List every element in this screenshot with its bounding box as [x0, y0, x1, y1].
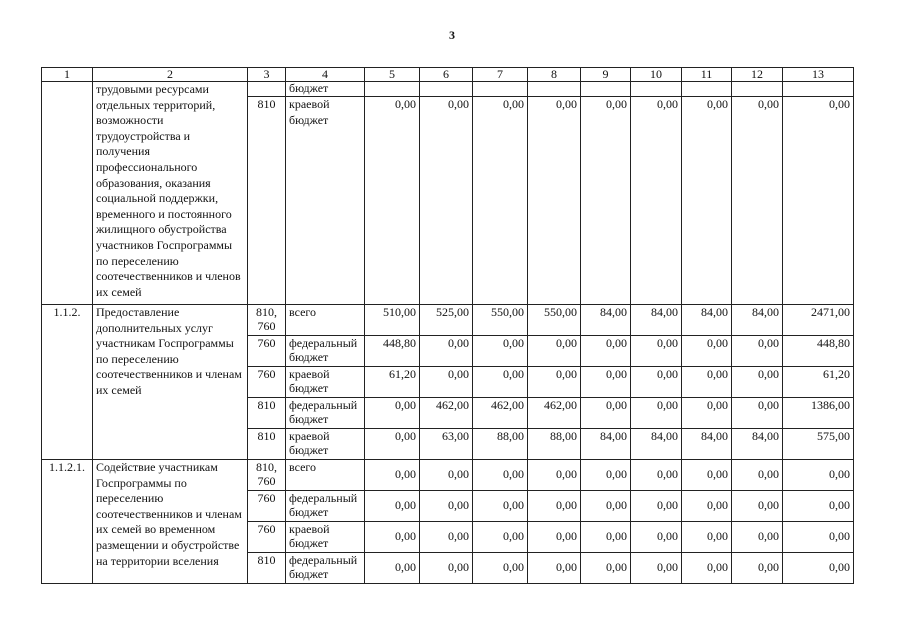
value-cell: 0,00: [682, 336, 732, 367]
value-cell: 0,00: [682, 398, 732, 429]
header-cell: 4: [286, 68, 365, 82]
value-cell: 0,00: [528, 460, 581, 491]
value-cell: 0,00: [631, 97, 682, 305]
code-cell: 810: [248, 553, 286, 584]
value-cell: 0,00: [365, 398, 420, 429]
value-cell: 0,00: [631, 491, 682, 522]
value-cell: 0,00: [581, 491, 631, 522]
value-cell: 0,00: [783, 522, 854, 553]
value-cell: 0,00: [631, 398, 682, 429]
budget-cell: краевой бюджет: [286, 522, 365, 553]
value-cell: 0,00: [732, 553, 783, 584]
value-cell: 0,00: [783, 553, 854, 584]
value-cell: 0,00: [682, 522, 732, 553]
value-cell: 0,00: [783, 491, 854, 522]
value-cell: 0,00: [732, 398, 783, 429]
code-cell: 810: [248, 398, 286, 429]
header-cell: 3: [248, 68, 286, 82]
value-cell: 510,00: [365, 305, 420, 336]
value-cell: 0,00: [528, 336, 581, 367]
code-cell: 760: [248, 522, 286, 553]
code-cell: 810: [248, 97, 286, 305]
value-cell: 88,00: [528, 429, 581, 460]
value-cell: 84,00: [581, 429, 631, 460]
value-cell: 0,00: [420, 460, 473, 491]
value-cell: 61,20: [365, 367, 420, 398]
header-cell: 6: [420, 68, 473, 82]
value-cell: 0,00: [581, 97, 631, 305]
value-cell: 1386,00: [783, 398, 854, 429]
value-cell: 0,00: [581, 367, 631, 398]
value-cell: 550,00: [473, 305, 528, 336]
value-cell: 0,00: [732, 97, 783, 305]
value-cell: 0,00: [473, 97, 528, 305]
value-cell: 0,00: [473, 522, 528, 553]
budget-cell: всего: [286, 305, 365, 336]
value-cell: 0,00: [365, 429, 420, 460]
budget-cell: бюджет: [286, 82, 365, 97]
value-cell: 0,00: [682, 553, 732, 584]
row-number-cell: 1.1.2.: [42, 305, 93, 460]
value-cell: 462,00: [420, 398, 473, 429]
value-cell: 0,00: [732, 460, 783, 491]
value-cell: 0,00: [682, 367, 732, 398]
value-cell: 0,00: [420, 367, 473, 398]
value-cell: 0,00: [631, 460, 682, 491]
measure-name-cell: трудовыми ресурсами отдельных территорий, возможности трудоустройства и получения профессионального образования, оказания социальной поддержки, временного и постоянного жилищного обустройства участников Госпрограммы по переселению соотечественников и членов их семей: [93, 82, 248, 305]
code-cell: 760: [248, 491, 286, 522]
value-cell: 61,20: [783, 367, 854, 398]
measure-name-cell: Содействие участникам Госпрограммы по переселению соотечественников и членам их семей во временном размещении и обустройстве на территории вселения: [93, 460, 248, 584]
header-cell: 5: [365, 68, 420, 82]
value-cell: 0,00: [631, 336, 682, 367]
value-cell: 84,00: [732, 305, 783, 336]
budget-cell: краевой бюджет: [286, 429, 365, 460]
value-cell: 0,00: [783, 97, 854, 305]
header-cell: 8: [528, 68, 581, 82]
value-cell: 84,00: [732, 429, 783, 460]
value-cell: 0,00: [420, 522, 473, 553]
value-cell: 0,00: [365, 460, 420, 491]
value-cell: 0,00: [783, 460, 854, 491]
header-cell: 12: [732, 68, 783, 82]
value-cell: 575,00: [783, 429, 854, 460]
value-cell: 0,00: [631, 367, 682, 398]
value-cell: 0,00: [365, 491, 420, 522]
value-cell: 0,00: [473, 336, 528, 367]
code-cell: 760: [248, 367, 286, 398]
value-cell: 462,00: [528, 398, 581, 429]
header-cell: 1: [42, 68, 93, 82]
value-cell: 0,00: [365, 553, 420, 584]
value-cell: 525,00: [420, 305, 473, 336]
value-cell: 0,00: [682, 460, 732, 491]
value-cell: 0,00: [420, 553, 473, 584]
budget-cell: федеральный бюджет: [286, 491, 365, 522]
code-cell: 810: [248, 429, 286, 460]
row-number-cell: 1.1.2.1.: [42, 460, 93, 584]
value-cell: 0,00: [420, 491, 473, 522]
value-cell: 462,00: [473, 398, 528, 429]
value-cell: 0,00: [528, 553, 581, 584]
code-cell: 810, 760: [248, 460, 286, 491]
value-cell: 0,00: [528, 522, 581, 553]
value-cell: 448,80: [365, 336, 420, 367]
budget-cell: краевой бюджет: [286, 97, 365, 305]
value-cell: 0,00: [581, 553, 631, 584]
header-cell: 7: [473, 68, 528, 82]
budget-cell: федеральный бюджет: [286, 336, 365, 367]
value-cell: 84,00: [581, 305, 631, 336]
value-cell: 0,00: [528, 491, 581, 522]
value-cell: 0,00: [732, 336, 783, 367]
value-cell: 84,00: [682, 429, 732, 460]
header-cell: 11: [682, 68, 732, 82]
value-cell: 0,00: [473, 367, 528, 398]
budget-cell: федеральный бюджет: [286, 553, 365, 584]
header-cell: 10: [631, 68, 682, 82]
value-cell: 0,00: [365, 97, 420, 305]
value-cell: 63,00: [420, 429, 473, 460]
value-cell: 0,00: [631, 522, 682, 553]
code-cell: 810, 760: [248, 305, 286, 336]
table-row: [42, 305, 854, 336]
value-cell: 0,00: [732, 522, 783, 553]
row-number-cell: [42, 82, 93, 305]
table-row: [42, 82, 854, 97]
header-row: [42, 68, 854, 82]
budget-table: [41, 67, 854, 584]
budget-cell: всего: [286, 460, 365, 491]
value-cell: 84,00: [631, 429, 682, 460]
budget-cell: краевой бюджет: [286, 367, 365, 398]
header-cell: 9: [581, 68, 631, 82]
value-cell: 550,00: [528, 305, 581, 336]
value-cell: 448,80: [783, 336, 854, 367]
code-cell: [248, 82, 286, 97]
value-cell: 0,00: [732, 367, 783, 398]
value-cell: 0,00: [581, 336, 631, 367]
value-cell: 0,00: [581, 460, 631, 491]
header-cell: 2: [93, 68, 248, 82]
value-cell: 84,00: [631, 305, 682, 336]
value-cell: 84,00: [682, 305, 732, 336]
budget-cell: федеральный бюджет: [286, 398, 365, 429]
value-cell: 0,00: [682, 491, 732, 522]
value-cell: 0,00: [631, 553, 682, 584]
value-cell: 0,00: [473, 460, 528, 491]
table-row: [42, 460, 854, 491]
value-cell: 0,00: [581, 522, 631, 553]
value-cell: 2471,00: [783, 305, 854, 336]
page-number: 3: [449, 28, 455, 42]
value-cell: 0,00: [528, 367, 581, 398]
value-cell: 0,00: [581, 398, 631, 429]
code-cell: 760: [248, 336, 286, 367]
value-cell: 0,00: [420, 97, 473, 305]
measure-name-cell: Предоставление дополнительных услуг участникам Госпрограммы по переселению соотечественников и членам их семей: [93, 305, 248, 460]
value-cell: 0,00: [365, 522, 420, 553]
value-cell: 0,00: [682, 97, 732, 305]
value-cell: 0,00: [420, 336, 473, 367]
value-cell: 0,00: [473, 491, 528, 522]
value-cell: 0,00: [732, 491, 783, 522]
value-cell: 0,00: [473, 553, 528, 584]
value-cell: 88,00: [473, 429, 528, 460]
value-cell: 0,00: [528, 97, 581, 305]
header-cell: 13: [783, 68, 854, 82]
